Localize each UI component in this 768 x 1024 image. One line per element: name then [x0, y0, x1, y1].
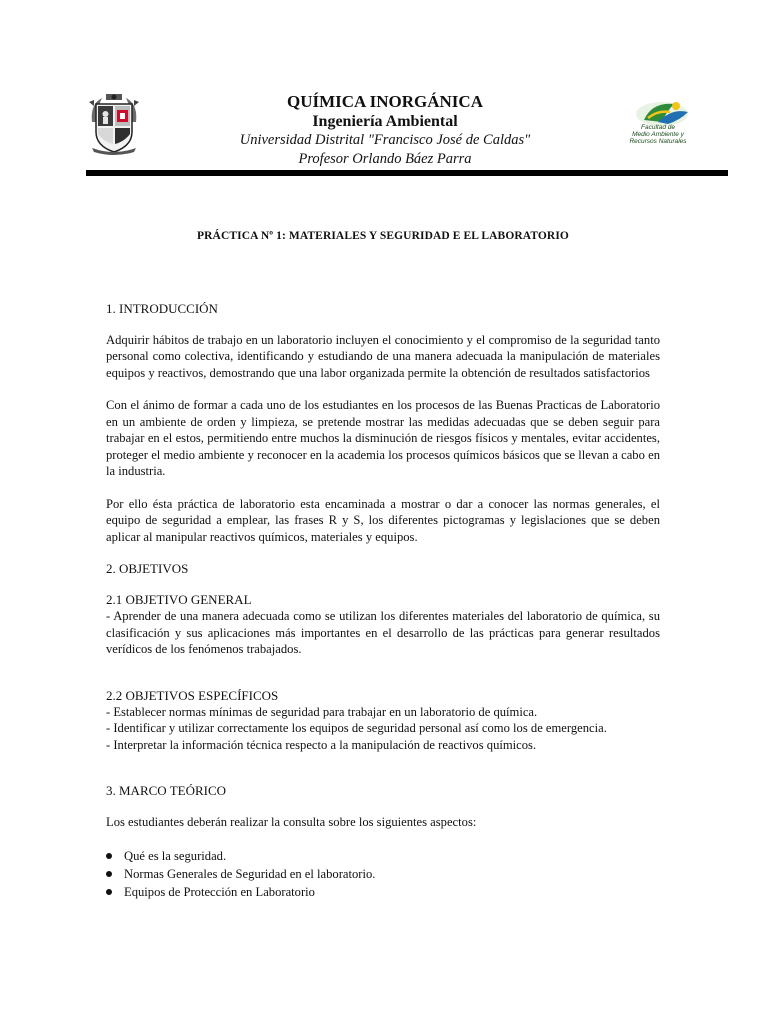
course-title: QUÍMICA INORGÁNICA	[287, 92, 483, 111]
bullet-icon	[106, 871, 112, 877]
specific-objective-item: - Identificar y utilizar correctamente los equipos de seguridad personal así como los de emergencia.	[106, 721, 607, 735]
general-objective-text: - Aprender de una manera adecuada como se utilizan los diferentes materiales del laboratorio de química, su clasificación y sus aplicaciones más importantes en el desarrollo de las prácticas para generar resultados verídicos de los fenómenos trabajados.	[106, 609, 660, 656]
document-header	[0, 88, 768, 178]
university-name: Universidad Distrital "Francisco José de Caldas"	[239, 132, 531, 148]
intro-paragraph-3: Por ello ésta práctica de laboratorio esta encaminada a mostrar o dar a conocer las normas generales, el equipo de seguridad a emplear, las frases R y S, los diferentes pictogramas y legislaciones que se deben aplicar al manipular reactivos químicos, materiales y equipos.	[106, 496, 660, 544]
intro-paragraph-1: Adquirir hábitos de trabajo en un laboratorio incluyen el conocimiento y el compromiso de la seguridad tanto personal como colectiva, identificando y estudiando de una manera adecuada la manipulación de materiales equipos y reactivos, demostrando que una labor organizada permite la obtención de resultados satisfactorios	[106, 332, 660, 380]
theory-intro: Los estudiantes deberán realizar la consulta sobre los siguientes aspectos:	[106, 815, 477, 829]
university-crest-icon	[86, 92, 142, 156]
bullet-icon	[106, 853, 112, 859]
header-divider	[86, 170, 728, 176]
theory-bullet-list	[106, 847, 660, 901]
program-subtitle: Ingeniería Ambiental	[312, 113, 458, 130]
list-item: Normas Generales de Seguridad en el laboratorio.	[106, 865, 660, 883]
subsection-heading-general-objective: 2.1 OBJETIVO GENERAL	[106, 592, 252, 607]
header-title-block	[180, 92, 590, 169]
specific-objective-item: - Interpretar la información técnica respecto a la manipulación de reactivos químicos.	[106, 737, 537, 752]
section-heading-theoretical-framework: 3. MARCO TEÓRICO	[106, 783, 227, 798]
list-item: Equipos de Protección en Laboratorio	[106, 883, 660, 901]
subsection-heading-specific-objectives: 2.2 OBJETIVOS ESPECÍFICOS	[106, 687, 279, 703]
bullet-icon	[106, 889, 112, 895]
faculty-logo	[622, 98, 694, 150]
list-item: Qué es la seguridad.	[106, 847, 660, 865]
specific-objective-item: - Establecer normas mínimas de seguridad para trabajar en un laboratorio de química.	[106, 704, 538, 719]
practice-title: PRÁCTICA Nº 1: MATERIALES Y SEGURIDAD E EL LABORATORIO	[197, 230, 569, 242]
professor-name: Profesor Orlando Báez Parra	[298, 151, 472, 167]
section-heading-objectives: 2. OBJETIVOS	[106, 561, 189, 576]
intro-paragraph-2: Con el ánimo de formar a cada uno de los estudiantes en los procesos de las Buenas Practicas de Laboratorio en un ambiente de orden y limpieza, se pretende mostrar las medidas adecuadas que se deben seguir para trabajar en el estos, permitiendo entre muchos la disminución de riesgos físicos y mentales, evitar accidentes, proteger el medio ambiente y reconocer en la academia los procesos químicos básicos que se llevan a cabo en la industria.	[106, 398, 660, 478]
section-heading-introduction: 1. INTRODUCCIÓN	[106, 300, 218, 316]
document-body	[106, 228, 660, 901]
faculty-logo-text: Facultad de Medio Ambiente y Recursos Naturales	[629, 124, 687, 145]
